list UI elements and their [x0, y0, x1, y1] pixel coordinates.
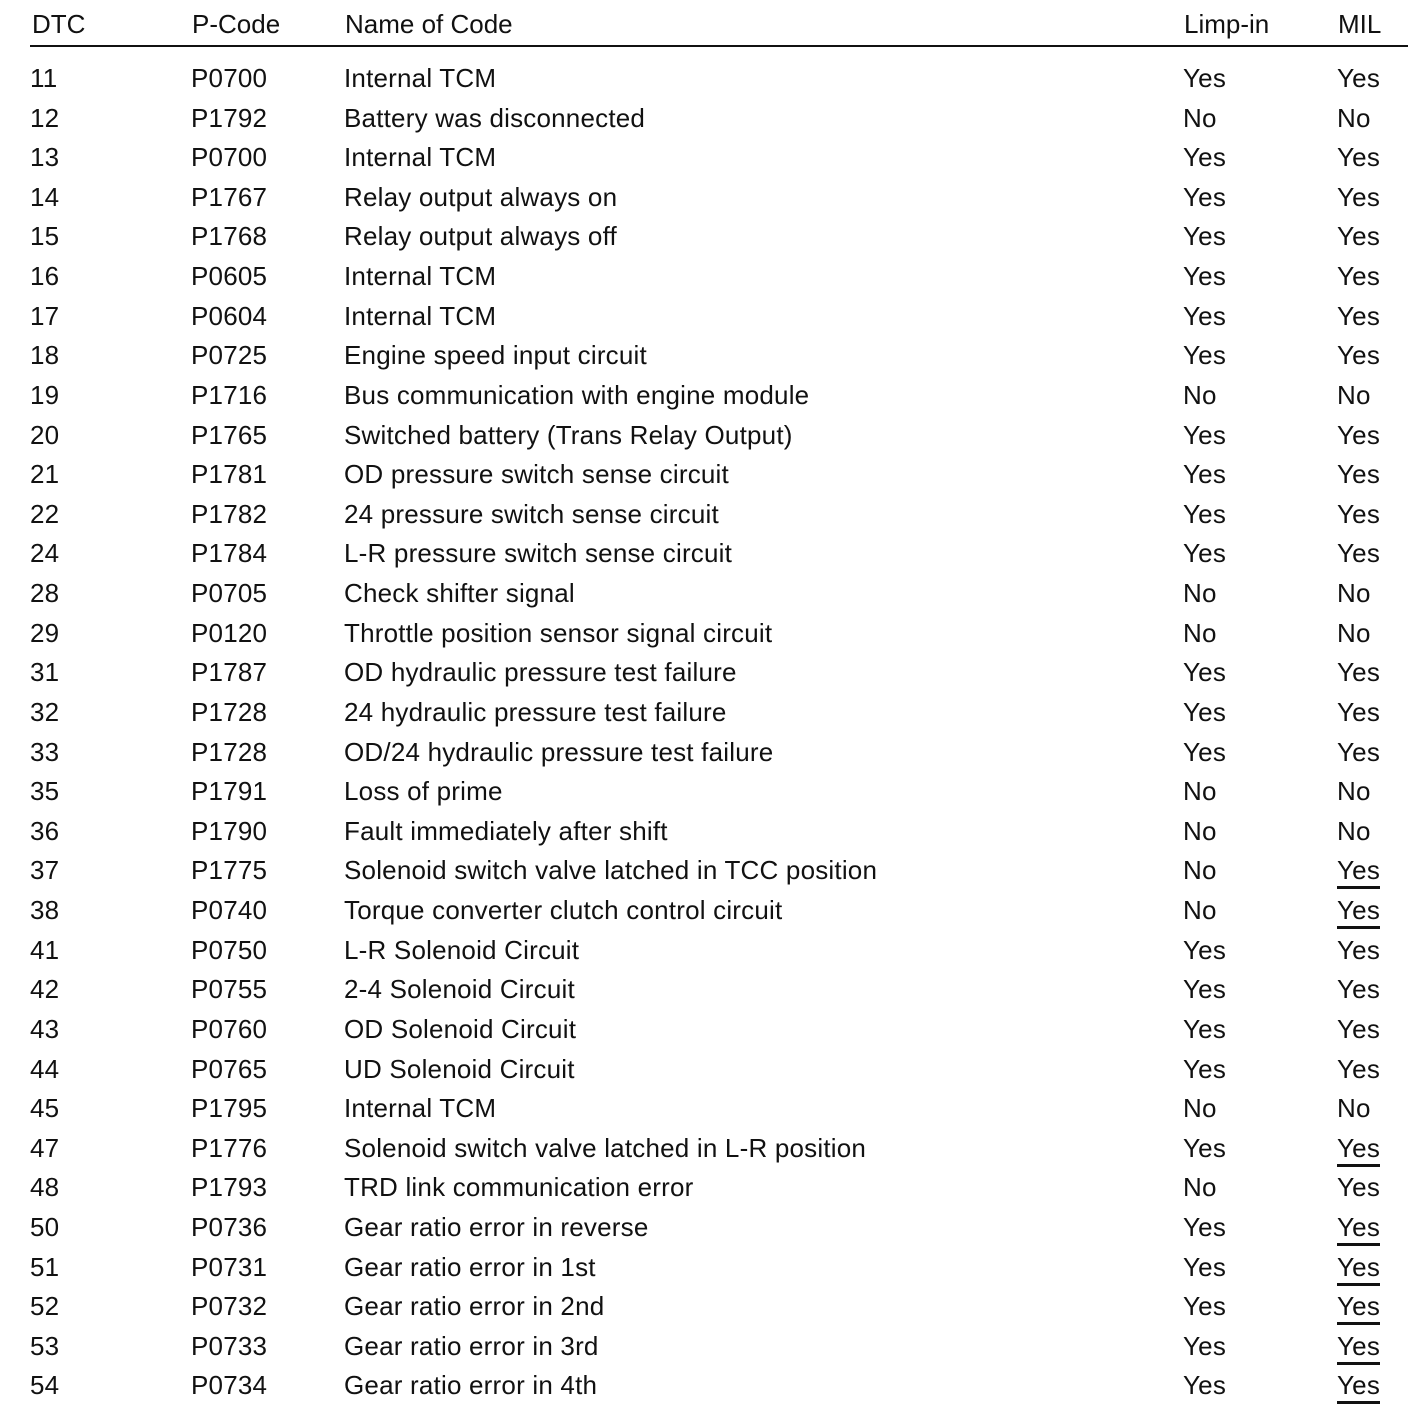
- cell-dtc: 29: [30, 618, 60, 648]
- cell-limp-in: No: [1183, 816, 1217, 846]
- cell-name: L-R Solenoid Circuit: [344, 935, 580, 965]
- cell-limp-in: No: [1183, 855, 1217, 885]
- cell-dtc: 41: [30, 935, 60, 965]
- cell-pcode: P1716: [191, 380, 268, 410]
- cell-name: OD Solenoid Circuit: [344, 1014, 577, 1044]
- cell-dtc: 42: [30, 974, 60, 1004]
- cell-pcode: P0700: [191, 142, 268, 172]
- header-name: Name of Code: [345, 9, 513, 39]
- cell-limp-in: Yes: [1183, 142, 1227, 172]
- cell-name: Internal TCM: [344, 301, 497, 331]
- cell-pcode: P0731: [191, 1252, 268, 1282]
- cell-mil: Yes: [1337, 855, 1380, 889]
- cell-mil: Yes: [1337, 935, 1381, 965]
- cell-dtc: 33: [30, 737, 60, 767]
- cell-limp-in: Yes: [1183, 737, 1227, 767]
- cell-limp-in: Yes: [1183, 301, 1227, 331]
- cell-dtc: 31: [30, 657, 60, 687]
- cell-mil: Yes: [1337, 301, 1381, 331]
- cell-dtc: 52: [30, 1291, 60, 1321]
- cell-limp-in: Yes: [1183, 657, 1227, 687]
- cell-mil: No: [1337, 776, 1371, 806]
- cell-pcode: P0605: [191, 261, 268, 291]
- cell-limp-in: Yes: [1183, 182, 1227, 212]
- cell-dtc: 53: [30, 1331, 60, 1361]
- cell-limp-in: Yes: [1183, 1252, 1227, 1282]
- header-mil: MIL: [1338, 9, 1382, 39]
- cell-name: 24 pressure switch sense circuit: [344, 499, 719, 529]
- cell-dtc: 19: [30, 380, 60, 410]
- cell-name: Internal TCM: [344, 1093, 497, 1123]
- cell-mil: Yes: [1337, 1133, 1380, 1167]
- cell-dtc: 45: [30, 1093, 60, 1123]
- cell-mil: Yes: [1337, 63, 1381, 93]
- cell-name: Solenoid switch valve latched in TCC position: [344, 855, 878, 885]
- cell-name: Solenoid switch valve latched in L-R position: [344, 1133, 867, 1163]
- cell-limp-in: No: [1183, 578, 1217, 608]
- cell-mil: Yes: [1337, 697, 1381, 727]
- cell-dtc: 50: [30, 1212, 60, 1242]
- cell-dtc: 32: [30, 697, 60, 727]
- cell-dtc: 11: [30, 63, 58, 93]
- cell-mil: Yes: [1337, 1054, 1381, 1084]
- cell-mil: Yes: [1337, 261, 1381, 291]
- cell-dtc: 13: [30, 142, 60, 172]
- cell-pcode: P0120: [191, 618, 268, 648]
- cell-pcode: P0705: [191, 578, 268, 608]
- cell-dtc: 36: [30, 816, 60, 846]
- cell-pcode: P1776: [191, 1133, 268, 1163]
- cell-limp-in: No: [1183, 1093, 1217, 1123]
- cell-pcode: P0734: [191, 1370, 268, 1400]
- cell-pcode: P1790: [191, 816, 268, 846]
- cell-pcode: P1781: [191, 459, 268, 489]
- cell-mil: Yes: [1337, 142, 1381, 172]
- cell-name: OD hydraulic pressure test failure: [344, 657, 737, 687]
- cell-dtc: 22: [30, 499, 60, 529]
- cell-limp-in: Yes: [1183, 1331, 1227, 1361]
- cell-name: Battery was disconnected: [344, 103, 646, 133]
- cell-pcode: P1782: [191, 499, 268, 529]
- cell-mil: Yes: [1337, 420, 1381, 450]
- header-limp-in: Limp-in: [1184, 9, 1270, 39]
- cell-name: Internal TCM: [344, 261, 497, 291]
- header-rule: [30, 45, 1408, 47]
- cell-mil: No: [1337, 1093, 1371, 1123]
- cell-limp-in: Yes: [1183, 1212, 1227, 1242]
- cell-limp-in: Yes: [1183, 1370, 1227, 1400]
- cell-name: Relay output always on: [344, 182, 618, 212]
- cell-pcode: P0733: [191, 1331, 268, 1361]
- cell-limp-in: Yes: [1183, 1291, 1227, 1321]
- cell-name: Check shifter signal: [344, 578, 575, 608]
- cell-pcode: P1787: [191, 657, 268, 687]
- cell-mil: Yes: [1337, 1172, 1381, 1202]
- cell-name: Throttle position sensor signal circuit: [344, 618, 773, 648]
- cell-limp-in: Yes: [1183, 459, 1227, 489]
- cell-name: Gear ratio error in 2nd: [344, 1291, 605, 1321]
- cell-mil: Yes: [1337, 221, 1381, 251]
- cell-dtc: 14: [30, 182, 60, 212]
- cell-name: Engine speed input circuit: [344, 340, 647, 370]
- cell-dtc: 24: [30, 538, 60, 568]
- cell-pcode: P0604: [191, 301, 268, 331]
- cell-mil: Yes: [1337, 1370, 1380, 1404]
- cell-mil: Yes: [1337, 1014, 1381, 1044]
- cell-mil: Yes: [1337, 1252, 1380, 1286]
- cell-name: 2-4 Solenoid Circuit: [344, 974, 575, 1004]
- cell-dtc: 38: [30, 895, 60, 925]
- cell-dtc: 44: [30, 1054, 60, 1084]
- cell-name: Gear ratio error in reverse: [344, 1212, 649, 1242]
- cell-name: Switched battery (Trans Relay Output): [344, 420, 793, 450]
- cell-pcode: P1768: [191, 221, 268, 251]
- cell-dtc: 35: [30, 776, 60, 806]
- cell-mil: Yes: [1337, 657, 1381, 687]
- cell-limp-in: No: [1183, 618, 1217, 648]
- cell-mil: Yes: [1337, 974, 1381, 1004]
- cell-limp-in: Yes: [1183, 499, 1227, 529]
- cell-mil: Yes: [1337, 182, 1381, 212]
- cell-dtc: 28: [30, 578, 60, 608]
- cell-limp-in: Yes: [1183, 697, 1227, 727]
- cell-mil: Yes: [1337, 538, 1381, 568]
- cell-mil: Yes: [1337, 459, 1381, 489]
- cell-limp-in: No: [1183, 103, 1217, 133]
- cell-pcode: P1795: [191, 1093, 268, 1123]
- cell-dtc: 54: [30, 1370, 60, 1400]
- cell-name: Relay output always off: [344, 221, 617, 251]
- cell-pcode: P0765: [191, 1054, 268, 1084]
- cell-limp-in: Yes: [1183, 63, 1227, 93]
- cell-pcode: P1793: [191, 1172, 268, 1202]
- cell-name: Bus communication with engine module: [344, 380, 810, 410]
- cell-dtc: 16: [30, 261, 60, 291]
- cell-name: OD/24 hydraulic pressure test failure: [344, 737, 774, 767]
- cell-dtc: 43: [30, 1014, 60, 1044]
- cell-name: OD pressure switch sense circuit: [344, 459, 729, 489]
- cell-pcode: P0700: [191, 63, 268, 93]
- cell-pcode: P1767: [191, 182, 268, 212]
- cell-pcode: P0736: [191, 1212, 268, 1242]
- cell-pcode: P0760: [191, 1014, 268, 1044]
- cell-name: Gear ratio error in 4th: [344, 1370, 598, 1400]
- cell-mil: Yes: [1337, 737, 1381, 767]
- cell-limp-in: Yes: [1183, 420, 1227, 450]
- cell-limp-in: No: [1183, 895, 1217, 925]
- cell-dtc: 18: [30, 340, 60, 370]
- cell-pcode: P0755: [191, 974, 268, 1004]
- cell-dtc: 20: [30, 420, 60, 450]
- header-dtc: DTC: [32, 9, 86, 39]
- cell-dtc: 48: [30, 1172, 60, 1202]
- cell-mil: Yes: [1337, 340, 1381, 370]
- cell-mil: Yes: [1337, 895, 1380, 929]
- cell-name: Fault immediately after shift: [344, 816, 668, 846]
- cell-pcode: P1791: [191, 776, 268, 806]
- cell-pcode: P1728: [191, 697, 268, 727]
- cell-limp-in: No: [1183, 1172, 1217, 1202]
- cell-mil: Yes: [1337, 1291, 1380, 1325]
- cell-mil: Yes: [1337, 499, 1381, 529]
- cell-name: Internal TCM: [344, 142, 497, 172]
- cell-dtc: 21: [30, 459, 60, 489]
- cell-limp-in: Yes: [1183, 221, 1227, 251]
- cell-limp-in: No: [1183, 776, 1217, 806]
- cell-name: UD Solenoid Circuit: [344, 1054, 575, 1084]
- cell-pcode: P1775: [191, 855, 268, 885]
- cell-limp-in: Yes: [1183, 1014, 1227, 1044]
- cell-pcode: P0750: [191, 935, 268, 965]
- cell-pcode: P0732: [191, 1291, 268, 1321]
- cell-mil: No: [1337, 103, 1371, 133]
- cell-mil: No: [1337, 380, 1371, 410]
- cell-name: L-R pressure switch sense circuit: [344, 538, 733, 568]
- cell-pcode: P1792: [191, 103, 268, 133]
- cell-pcode: P1784: [191, 538, 268, 568]
- cell-limp-in: Yes: [1183, 538, 1227, 568]
- cell-name: Internal TCM: [344, 63, 497, 93]
- header-pcode: P-Code: [192, 9, 281, 39]
- cell-name: TRD link communication error: [344, 1172, 694, 1202]
- cell-pcode: P0725: [191, 340, 268, 370]
- cell-mil: Yes: [1337, 1212, 1380, 1246]
- cell-pcode: P0740: [191, 895, 268, 925]
- cell-dtc: 37: [30, 855, 60, 885]
- cell-dtc: 15: [30, 221, 60, 251]
- cell-pcode: P1728: [191, 737, 268, 767]
- cell-name: Loss of prime: [344, 776, 503, 806]
- cell-pcode: P1765: [191, 420, 268, 450]
- cell-name: 24 hydraulic pressure test failure: [344, 697, 727, 727]
- cell-limp-in: Yes: [1183, 974, 1227, 1004]
- cell-dtc: 47: [30, 1133, 60, 1163]
- cell-mil: No: [1337, 816, 1371, 846]
- cell-dtc: 12: [30, 103, 60, 133]
- cell-dtc: 51: [30, 1252, 60, 1282]
- cell-dtc: 17: [30, 301, 60, 331]
- cell-limp-in: Yes: [1183, 340, 1227, 370]
- cell-mil: No: [1337, 578, 1371, 608]
- cell-limp-in: Yes: [1183, 935, 1227, 965]
- cell-mil: No: [1337, 618, 1371, 648]
- cell-mil: Yes: [1337, 1331, 1380, 1365]
- cell-limp-in: No: [1183, 380, 1217, 410]
- cell-name: Gear ratio error in 3rd: [344, 1331, 599, 1361]
- cell-limp-in: Yes: [1183, 1054, 1227, 1084]
- cell-name: Gear ratio error in 1st: [344, 1252, 596, 1282]
- cell-limp-in: Yes: [1183, 261, 1227, 291]
- cell-limp-in: Yes: [1183, 1133, 1227, 1163]
- cell-name: Torque converter clutch control circuit: [344, 895, 783, 925]
